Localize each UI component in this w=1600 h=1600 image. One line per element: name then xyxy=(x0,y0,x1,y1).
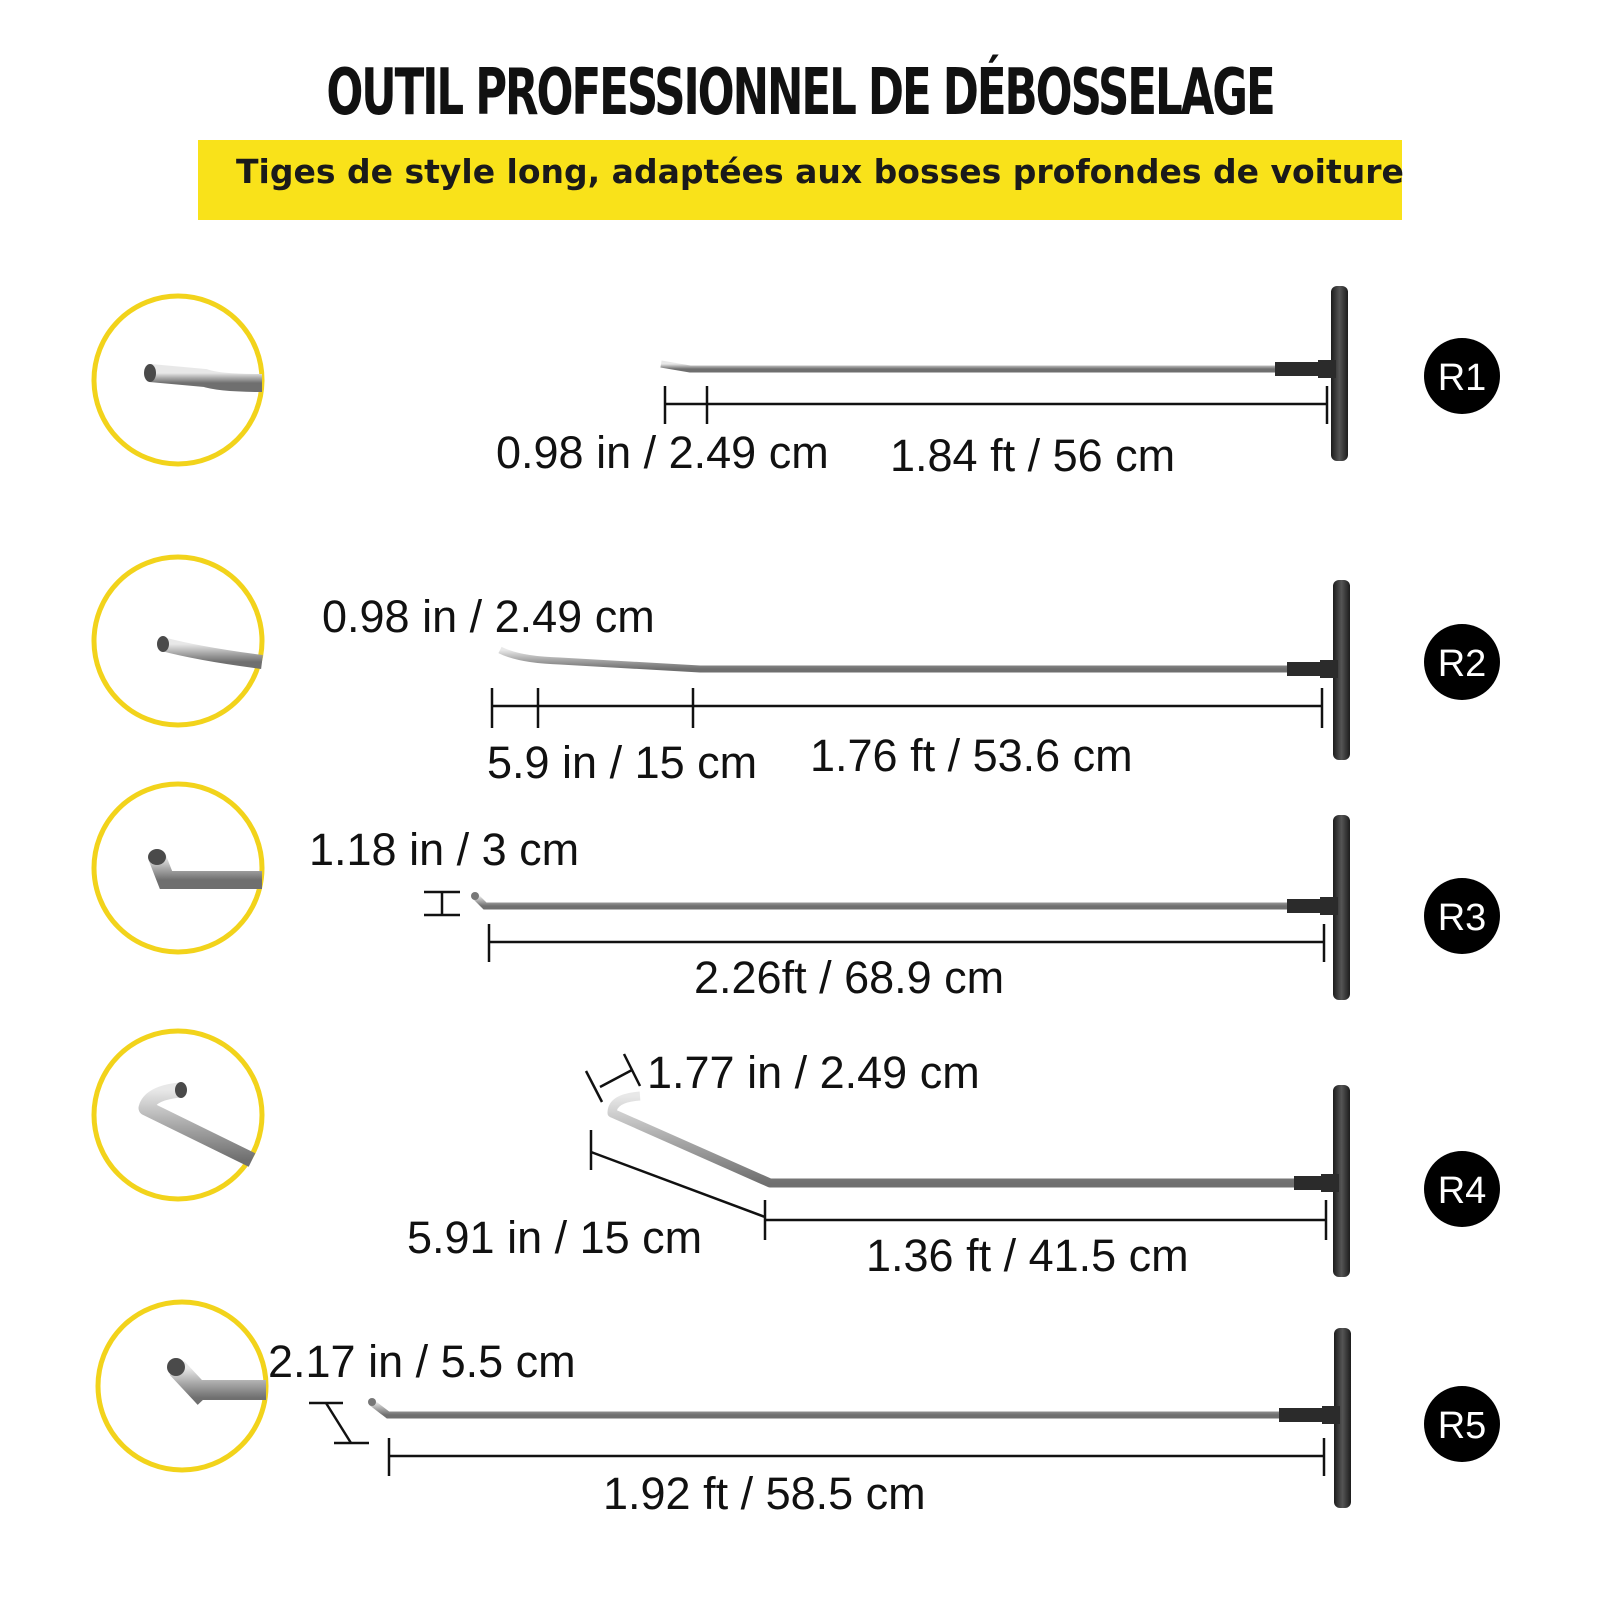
badge-label-r1: R1 xyxy=(1437,357,1487,399)
tip-label-r2: 0.98 in / 2.49 cm xyxy=(322,591,655,642)
rod-r3 xyxy=(94,784,1500,1003)
badge-label-r5: R5 xyxy=(1437,1405,1487,1447)
badge-label-r3: R3 xyxy=(1437,897,1487,939)
page-subtitle: Tiges de style long, adaptées aux bosses profondes de voiture xyxy=(236,152,1404,191)
length-label-r5: 1.92 ft / 58.5 cm xyxy=(603,1468,926,1519)
tip-label-r1: 0.98 in / 2.49 cm xyxy=(496,427,829,478)
zoom-circle-r4 xyxy=(94,1031,262,1199)
bend-label-r4: 5.91 in / 15 cm xyxy=(407,1212,703,1263)
badge-label-r2: R2 xyxy=(1437,643,1487,685)
length-label-r2: 1.76 ft / 53.6 cm xyxy=(810,730,1133,781)
rod-r2 xyxy=(94,557,1500,788)
bend-label-r2: 5.9 in / 15 cm xyxy=(487,737,758,788)
rod-r5 xyxy=(98,1302,1500,1519)
rod-r1 xyxy=(94,286,1500,481)
length-label-r3: 2.26ft / 68.9 cm xyxy=(694,952,1005,1003)
page-title: OUTIL PROFESSIONNEL DE DÉBOSSELAGE xyxy=(326,56,1274,130)
rod-r4 xyxy=(94,1031,1500,1281)
zoom-circle-r3 xyxy=(94,784,262,952)
length-label-r1: 1.84 ft / 56 cm xyxy=(890,430,1176,481)
length-label-r4: 1.36 ft / 41.5 cm xyxy=(866,1230,1189,1281)
tip-label-r3: 1.18 in / 3 cm xyxy=(309,824,580,875)
badge-label-r4: R4 xyxy=(1437,1170,1487,1212)
dimension-lines-r2 xyxy=(492,688,1322,728)
tip-label-r5: 2.17 in / 5.5 cm xyxy=(268,1336,576,1387)
dimension-lines-r1 xyxy=(665,386,1327,424)
tip-label-r4: 1.77 in / 2.49 cm xyxy=(647,1047,980,1098)
